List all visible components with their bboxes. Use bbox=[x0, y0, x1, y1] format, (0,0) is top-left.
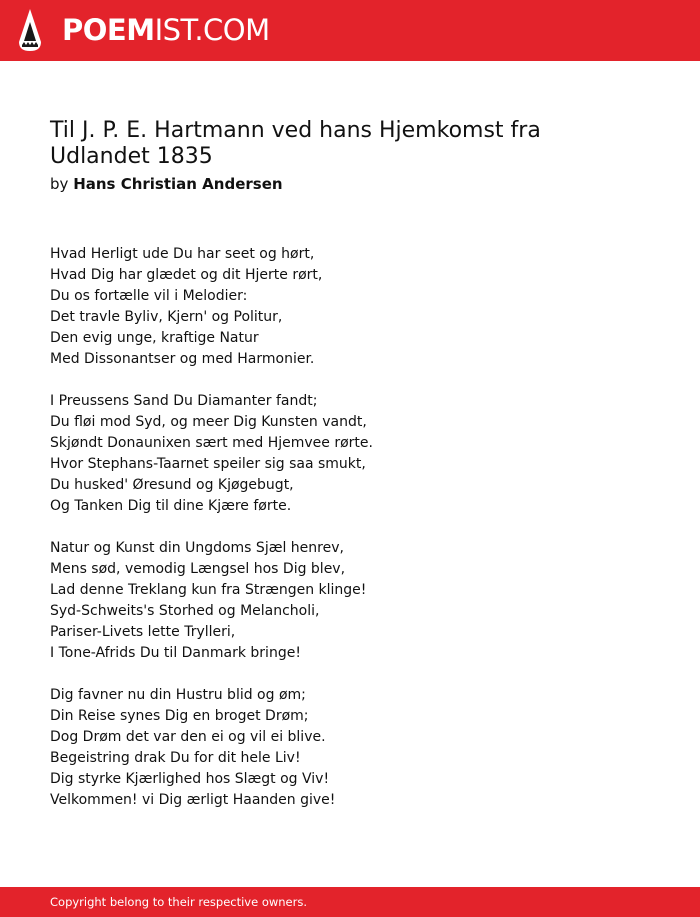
poem-line: Pariser-Livets lette Trylleri, bbox=[50, 624, 236, 640]
poem-line: Hvad Herligt ude Du har seet og hørt, bbox=[50, 246, 315, 262]
poem-line: Hvad Dig har glædet og dit Hjerte rørt, bbox=[50, 267, 323, 283]
poem-line: Natur og Kunst din Ungdoms Sjæl henrev, bbox=[50, 540, 344, 556]
poem-line: Dig favner nu din Hustru blid og øm; bbox=[50, 687, 306, 703]
site-footer bbox=[0, 887, 700, 917]
poem-line: Med Dissonantser og med Harmonier. bbox=[50, 351, 315, 367]
byline bbox=[50, 174, 283, 194]
poem-title: Til J. P. E. Hartmann ved hans Hjemkomst fra Udlandet 1835 bbox=[50, 118, 541, 169]
poem-line: Velkommen! vi Dig ærligt Haanden give! bbox=[50, 792, 336, 808]
poem-line: Hvor Stephans-Taarnet speiler sig saa smukt, bbox=[50, 456, 366, 472]
poem-line: Du os fortælle vil i Melodier: bbox=[50, 288, 248, 304]
poem-line: Begeistring drak Du for dit hele Liv! bbox=[50, 750, 301, 766]
poem-line: Og Tanken Dig til dine Kjære førte. bbox=[50, 498, 292, 514]
poem-body bbox=[50, 244, 650, 832]
poem-line: Skjøndt Donaunixen sært med Hjemvee rørte. bbox=[50, 435, 373, 451]
by-label: by bbox=[50, 175, 69, 193]
poem-line: I Tone-Afrids Du til Danmark bringe! bbox=[50, 645, 301, 661]
poem-line: Din Reise synes Dig en broget Drøm; bbox=[50, 708, 309, 724]
poem-line: Mens sød, vemodig Længsel hos Dig blev, bbox=[50, 561, 346, 577]
poem-line: Dog Drøm det var den ei og vil ei blive. bbox=[50, 729, 326, 745]
stanza bbox=[50, 391, 650, 517]
pen-nib-logo-icon[interactable] bbox=[18, 9, 42, 51]
site-header bbox=[0, 0, 700, 61]
stanza bbox=[50, 538, 650, 664]
poem-line: Det travle Byliv, Kjern' og Politur, bbox=[50, 309, 283, 325]
logo-text-bold: POEM bbox=[62, 13, 155, 47]
poem-line: Dig styrke Kjærlighed hos Slægt og Viv! bbox=[50, 771, 330, 787]
poem-line: Lad denne Treklang kun fra Strængen klinge! bbox=[50, 582, 367, 598]
poem-line: I Preussens Sand Du Diamanter fandt; bbox=[50, 393, 318, 409]
site-logo[interactable] bbox=[62, 13, 270, 47]
copyright-notice: Copyright belong to their respective owners. bbox=[50, 895, 308, 909]
poem-line: Syd-Schweits's Storhed og Melancholi, bbox=[50, 603, 320, 619]
stanza bbox=[50, 685, 650, 811]
author-name: Hans Christian Andersen bbox=[73, 175, 283, 193]
logo-text-light: IST.COM bbox=[154, 13, 270, 47]
poem-line: Den evig unge, kraftige Natur bbox=[50, 330, 259, 346]
poem-line: Du fløi mod Syd, og meer Dig Kunsten vandt, bbox=[50, 414, 367, 430]
stanza bbox=[50, 244, 650, 370]
poem-line: Du husked' Øresund og Kjøgebugt, bbox=[50, 477, 294, 493]
